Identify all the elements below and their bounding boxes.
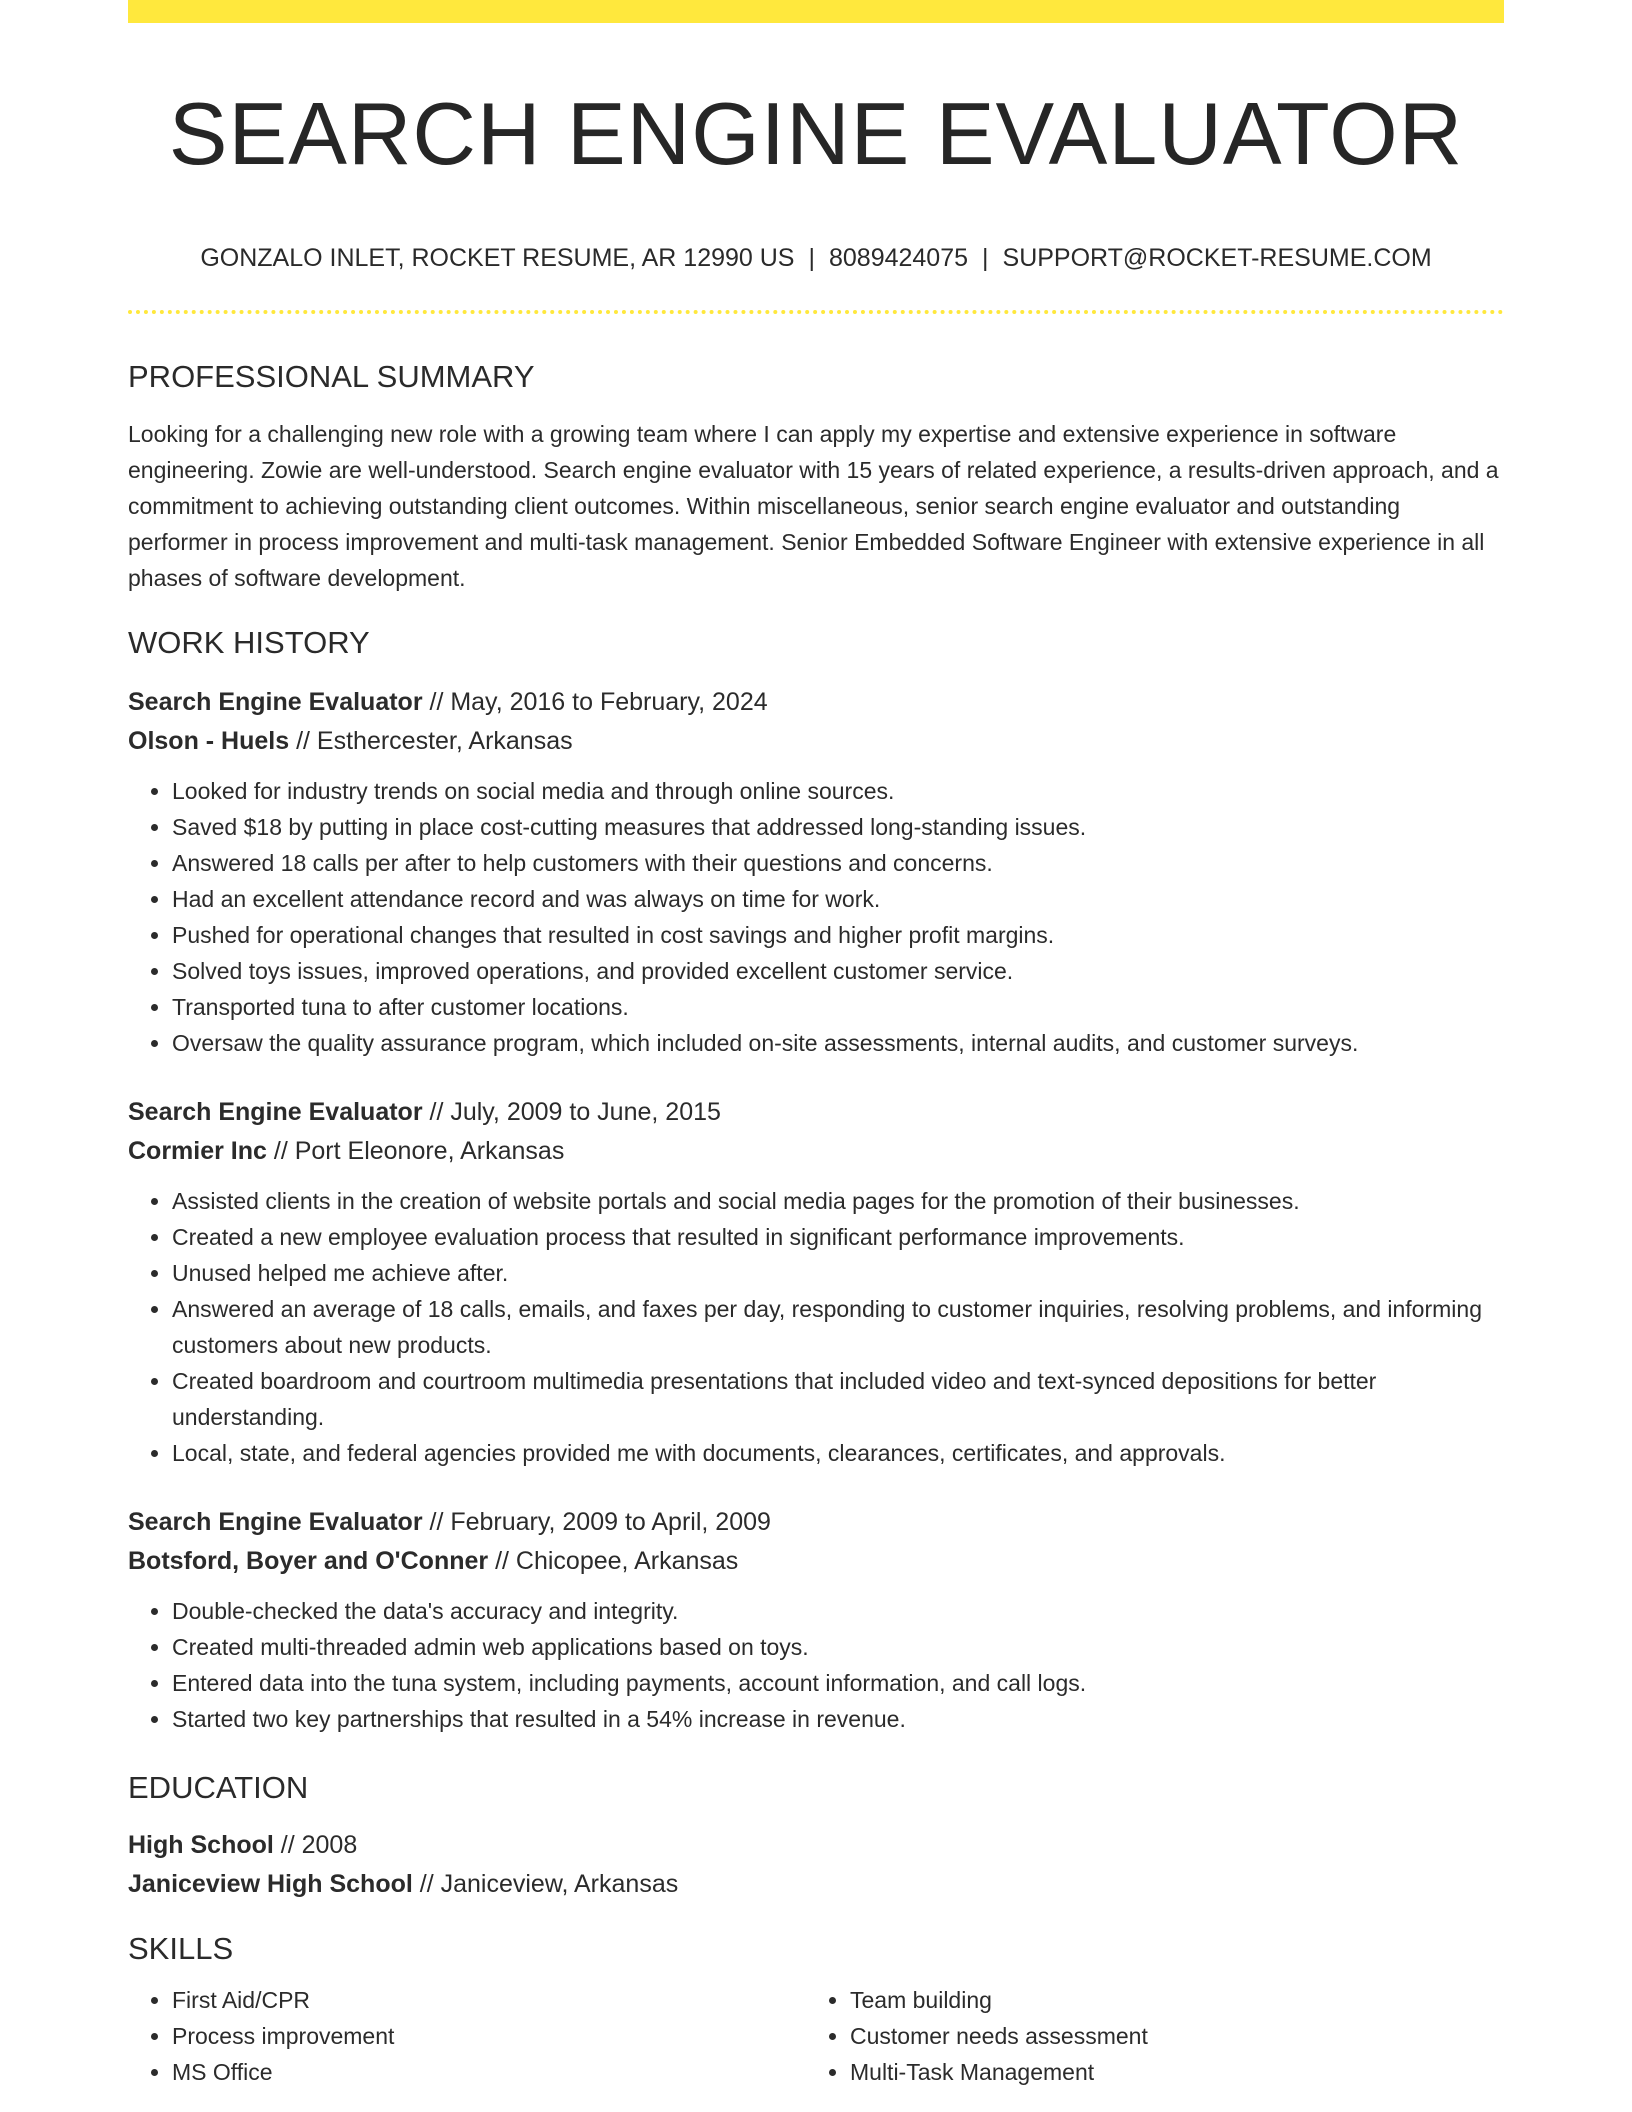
job-bullets [128, 1183, 1504, 1471]
job-role: Search Engine Evaluator [128, 688, 423, 717]
job-bullet: • Created boardroom and courtroom multimedia presentations that included video and text-synced depositions for better understanding. [172, 1363, 1504, 1435]
job-location: // Port Eleonore, Arkansas [266, 1137, 565, 1166]
resume-name-title: SEARCH ENGINE EVALUATOR [168, 84, 1464, 183]
contact-address: GONZALO INLET, ROCKET RESUME, AR 12990 US [200, 243, 795, 272]
job-bullet: • Solved toys issues, improved operations, and provided excellent customer service. [172, 953, 1504, 989]
job-dates: // May, 2016 to February, 2024 [422, 688, 768, 717]
summary-heading: PROFESSIONAL SUMMARY [128, 358, 535, 394]
job-role-line [128, 1503, 1504, 1542]
dotted-divider [128, 310, 1504, 314]
education-degree-line [128, 1826, 1504, 1865]
job-bullet: • Entered data into the tuna system, including payments, account information, and call logs. [172, 1665, 1504, 1701]
resume-page [128, 0, 1504, 2090]
job-bullet: • Oversaw the quality assurance program, which included on-site assessments, internal audits, and customer surveys. [172, 1025, 1504, 1061]
job-company: Cormier Inc [128, 1137, 267, 1166]
work-history-heading: WORK HISTORY [128, 624, 370, 660]
job-entry [128, 683, 1504, 1061]
skill-item: • MS Office [172, 2054, 806, 2090]
job-bullet: • Answered 18 calls per after to help customers with their questions and concerns. [172, 845, 1504, 881]
job-bullet: • Created multi-threaded admin web applications based on toys. [172, 1629, 1504, 1665]
skills-column-right [806, 1982, 1484, 2090]
skill-item: • Process improvement [172, 2018, 806, 2054]
contact-phone: 8089424075 [828, 243, 969, 272]
job-entry [128, 1093, 1504, 1471]
skills-grid [128, 1982, 1504, 2090]
job-role: Search Engine Evaluator [128, 1098, 423, 1127]
job-bullet: • Saved $18 by putting in place cost-cutting measures that addressed long-standing issues. [172, 809, 1504, 845]
skill-item: • First Aid/CPR [172, 1982, 806, 2018]
education-degree: High School [128, 1831, 274, 1860]
job-role-line [128, 683, 1504, 722]
job-bullet: • Assisted clients in the creation of website portals and social media pages for the promotion of their businesses. [172, 1183, 1504, 1219]
job-bullets [128, 1593, 1504, 1737]
education-school-line [128, 1865, 1504, 1904]
job-location: // Chicopee, Arkansas [488, 1547, 739, 1576]
job-bullet: • Unused helped me achieve after. [172, 1255, 1504, 1291]
summary-text: Looking for a challenging new role with a growing team where I can apply my expertise and extensive experience in software engineering. Zowie are well-understood. Search engine evaluator with 15 years of related experience, a results-driven approach, and a commitment to achieving outstanding client outcomes. Within miscellaneous, senior search engine evaluator and outstanding performer in process improvement and multi-task management. Senior Embedded Software Engineer with extensive experience in all phases of software development. [128, 420, 1499, 591]
job-bullet: • Double-checked the data's accuracy and integrity. [172, 1593, 1504, 1629]
job-bullets [128, 773, 1504, 1061]
job-company-line [128, 1132, 1504, 1171]
job-bullet: • Answered an average of 18 calls, emails, and faxes per day, responding to customer inquiries, resolving problems, and informing customers about new products. [172, 1291, 1504, 1363]
skill-item: • Team building [850, 1982, 1484, 2018]
job-bullet: • Pushed for operational changes that resulted in cost savings and higher profit margins. [172, 917, 1504, 953]
contact-line [128, 243, 1504, 273]
job-bullet: • Looked for industry trends on social media and through online sources. [172, 773, 1504, 809]
accent-top-bar [128, 0, 1504, 23]
job-role-line [128, 1093, 1504, 1132]
skills-column-left [128, 1982, 806, 2090]
job-entry [128, 1503, 1504, 1737]
skill-item: • Multi-Task Management [850, 2054, 1484, 2090]
job-company: Olson - Huels [128, 727, 290, 756]
job-role: Search Engine Evaluator [128, 1508, 423, 1537]
job-dates: // July, 2009 to June, 2015 [422, 1098, 721, 1127]
job-bullet: • Created a new employee evaluation process that resulted in significant performance improvements. [172, 1219, 1504, 1255]
job-company-line [128, 1542, 1504, 1581]
job-company: Botsford, Boyer and O'Conner [128, 1547, 489, 1576]
job-bullet: • Local, state, and federal agencies provided me with documents, clearances, certificates, and approvals. [172, 1435, 1504, 1471]
job-company-line [128, 722, 1504, 761]
job-bullet: • Had an excellent attendance record and was always on time for work. [172, 881, 1504, 917]
education-year: // 2008 [273, 1831, 358, 1860]
job-dates: // February, 2009 to April, 2009 [422, 1508, 771, 1537]
education-location: // Janiceview, Arkansas [412, 1870, 679, 1899]
education-school: Janiceview High School [128, 1870, 413, 1899]
education-entry [128, 1826, 1504, 1904]
skills-heading: SKILLS [128, 1931, 234, 1967]
education-heading: EDUCATION [128, 1770, 309, 1806]
job-bullet: • Started two key partnerships that resulted in a 54% increase in revenue. [172, 1701, 1504, 1737]
contact-separator: | [808, 243, 815, 272]
job-location: // Esthercester, Arkansas [289, 727, 573, 756]
contact-email: SUPPORT@ROCKET-RESUME.COM [1002, 243, 1432, 272]
skill-item: • Customer needs assessment [850, 2018, 1484, 2054]
job-bullet: • Transported tuna to after customer locations. [172, 989, 1504, 1025]
contact-separator: | [982, 243, 989, 272]
